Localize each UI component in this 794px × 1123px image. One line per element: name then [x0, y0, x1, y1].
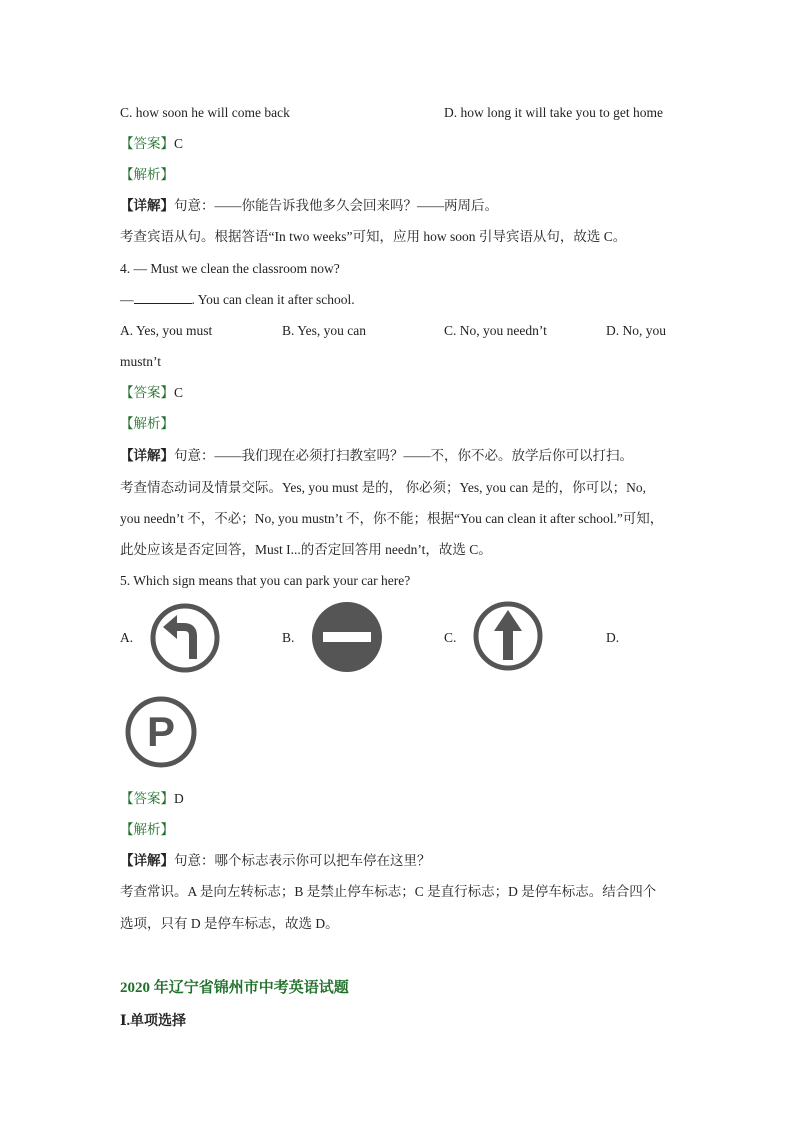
- q3-analysis-tag: 【解析】: [120, 167, 174, 182]
- reply-prefix: —: [120, 292, 134, 307]
- q5-explain-1: 考查常识。A 是向左转标志；B 是禁止停车标志；C 是直行标志；D 是停车标志。结合四个: [120, 884, 657, 899]
- q5-stem: 5. Which sign means that you can park your car here?: [120, 573, 411, 588]
- q5-analysis-tag: 【解析】: [120, 822, 174, 837]
- detail-text: 句意：——我们现在必须打扫教室吗？——不，你不必。放学后你可以打扫。: [174, 448, 633, 463]
- q4-explain-3: 此处应该是否定回答，Must I...的否定回答用 needn’t，故选 C。: [120, 542, 492, 557]
- answer-blank: [134, 291, 192, 304]
- q5-explain-2: 选项，只有 D 是停车标志，故选 D。: [120, 916, 339, 931]
- q3-option-d: D. how long it will take you to get home: [444, 105, 663, 120]
- parking-letter: P: [146, 708, 176, 755]
- q5-label-c: C.: [444, 630, 457, 645]
- q4-answer: [120, 384, 183, 402]
- no-entry-icon: [311, 601, 383, 678]
- section-title: Ⅰ.单项选择: [120, 1014, 187, 1029]
- q3-answer: [120, 135, 183, 153]
- q4-option-a: A. Yes, you must: [120, 323, 213, 338]
- reply-suffix: . You can clean it after school.: [191, 292, 355, 307]
- answer-value: D: [174, 791, 184, 806]
- q4-reply: [120, 291, 355, 309]
- answer-value: C: [174, 385, 184, 400]
- q4-option-d: D. No, you: [606, 323, 666, 338]
- q4-option-c: C. No, you needn’t: [444, 323, 547, 338]
- q3-detail: [120, 197, 498, 215]
- detail-text: 句意：哪个标志表示你可以把车停在这里？: [174, 853, 431, 868]
- q4-option-b: B. Yes, you can: [282, 323, 367, 338]
- answer-tag: 【答案】: [120, 136, 174, 151]
- q5-answer: [120, 790, 184, 808]
- q4-option-d-cont: mustn’t: [120, 354, 162, 369]
- q5-detail: [120, 852, 431, 870]
- paper-title: 2020 年辽宁省锦州市中考英语试题: [120, 980, 349, 996]
- q5-label-b: B.: [282, 630, 295, 645]
- q4-analysis-tag: 【解析】: [120, 416, 174, 431]
- q4-explain-1: 考查情态动词及情景交际。Yes, you must 是的， 你必须；Yes, you can 是的，你可以；No,: [120, 480, 647, 495]
- q3-explain: 考查宾语从句。根据答语“In two weeks”可知，应用 how soon 引导宾语从句，故选 C。: [120, 229, 627, 244]
- detail-tag: 【详解】: [120, 198, 174, 213]
- answer-tag: 【答案】: [120, 791, 174, 806]
- q4-stem: 4. — Must we clean the classroom now?: [120, 261, 340, 276]
- detail-tag: 【详解】: [120, 853, 174, 868]
- q3-option-c: C. how soon he will come back: [120, 105, 290, 120]
- answer-tag: 【答案】: [120, 385, 174, 400]
- q4-explain-2: you needn’t 不，不必；No, you mustn’t 不，你不能；根据“You can clean it after school.”可知，: [120, 511, 664, 526]
- answer-value: C: [174, 136, 184, 151]
- straight-arrow-icon: [472, 600, 544, 677]
- parking-icon: [124, 695, 198, 774]
- q5-label-a: A.: [120, 630, 134, 645]
- turn-left-arrow-icon: [149, 603, 221, 678]
- detail-text: 句意：——你能告诉我他多久会回来吗？——两周后。: [174, 198, 498, 213]
- q5-label-d: D.: [606, 630, 620, 645]
- q4-detail: [120, 447, 633, 465]
- detail-tag: 【详解】: [120, 448, 174, 463]
